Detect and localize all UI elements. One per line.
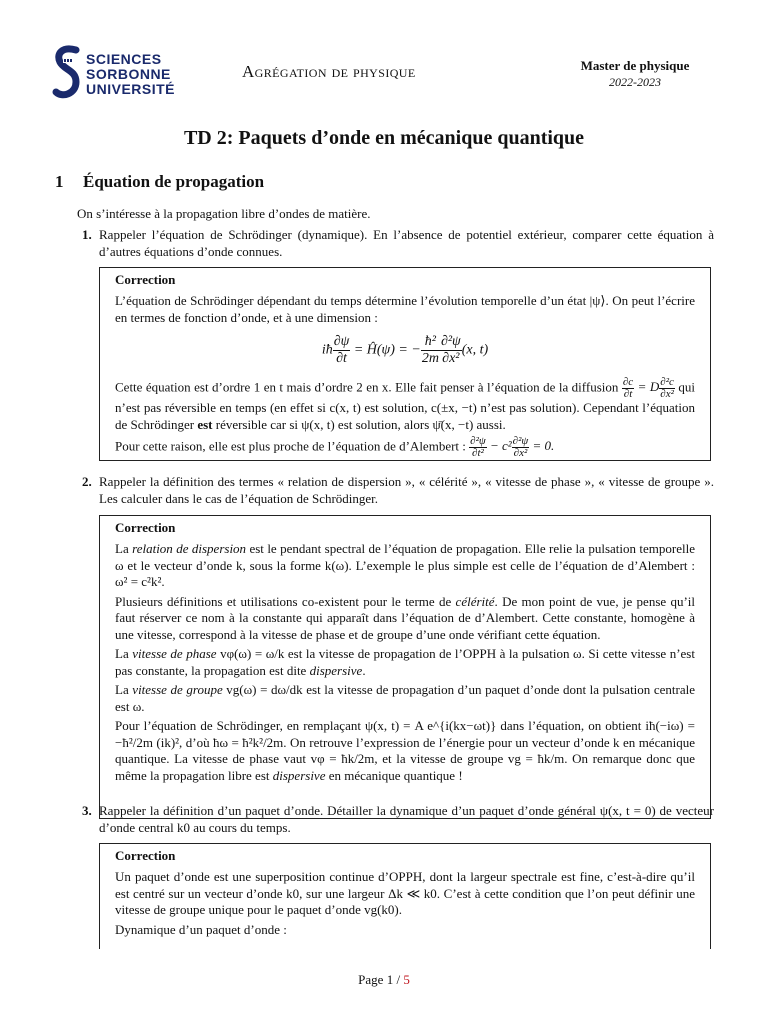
- question-3-number: 3.: [82, 803, 92, 818]
- dalembert-equation: $\frac{\text{∂²ψ}}{\text{∂t²}}$ − c² $\frac{\text{∂²ψ}}{\text{∂x²}}$ = 0.: [470, 435, 555, 459]
- header-program-block: [560, 58, 710, 90]
- question-1-number: 1.: [82, 227, 92, 242]
- correction-label: Correction: [115, 848, 176, 863]
- correction-box-3: [99, 843, 711, 949]
- correction-label: Correction: [115, 520, 176, 535]
- correction-1-p3: Pour cette raison, elle est plus proche de l’équation de d’Alembert :: [115, 438, 466, 454]
- page-separator: /: [396, 972, 401, 987]
- correction-box-1: [99, 267, 711, 461]
- correction-2-p3b: vφ(ω) = ω/k est la vitesse de propagation de l’OPPH à la pulsation ω. Si cette vitesse n’est pas constante, la propagation est dite: [115, 646, 695, 678]
- correction-2-p4-em: vitesse de groupe: [132, 682, 223, 697]
- correction-label: Correction: [115, 272, 176, 287]
- diffusion-equation: $\frac{\partial c}{\partial t}$ = D $\frac{\text{∂²c}}{\text{∂x²}}$: [622, 376, 674, 400]
- correction-3-paragraph-1: Un paquet d’onde est une superposition continue d’OPPH, dont la largeur spectrale est fine, c’est-à-dire qu’il est centré sur un vecteur d’onde k0, sur une largeur Δk ≪ k0. C’est à cette condition que l’on peut définir une vitesse de groupe unique pour le paquet d’onde vg(k0).: [115, 869, 695, 917]
- correction-1-p2a: Cette équation est d’ordre 1 en t mais d’ordre 2 en x. Elle fait penser à l’équation de la diffusion: [115, 379, 619, 395]
- correction-2-p1-em: relation de dispersion: [132, 541, 247, 556]
- correction-1-paragraph-1: L’équation de Schrödinger dépendant du temps détermine l’évolution temporelle d’un état |ψ⟩. On peut l’écrire en termes de fonction d’onde, et à une dimension :: [115, 293, 695, 325]
- page-footer: [0, 972, 768, 988]
- correction-2-p5-em: dispersive: [272, 767, 326, 783]
- correction-2-p1b: est le pendant spectral de l’équation de propagation. Elle relie la pulsation temporelle ω et le vecteur d’onde k, sous la forme k(ω). L’exemple le plus simple est celle de l’équation de d’Alembert : ω² = c²k².: [115, 541, 695, 589]
- logo-line-2: SORBONNE: [86, 66, 171, 82]
- correction-2-p3a: La: [115, 646, 129, 661]
- question-3-text: Rappeler la définition d’un paquet d’onde. Détailler la dynamique d’un paquet d’onde général ψ(x, t = 0) de vecteur d’onde central k0 au cours du temps.: [99, 803, 714, 835]
- question-1-text: Rappeler l’équation de Schrödinger (dynamique). En l’absence de potentiel extérieur, comparer cette équation à d’autres équations d’onde connues.: [99, 227, 714, 259]
- program-name: Master de physique: [580, 58, 690, 73]
- schrodinger-equation: iħ $\frac{\partial\psi}{\partial t}$ = Ĥ(ψ) = − $\frac{\text{ħ²}}{2m}$ $\frac{\text{∂²ψ}}{\text{∂x²}}$ (x, t): [321, 334, 489, 366]
- document-title: TD 2: Paquets d’onde en mécanique quantique: [183, 127, 585, 149]
- section-title: Équation de propagation: [83, 172, 265, 191]
- correction-2-p5b: en mécanique quantique !: [328, 767, 463, 783]
- page-current: 1: [386, 972, 394, 987]
- page-label: Page: [358, 972, 384, 987]
- correction-2-p1a: La: [115, 541, 129, 556]
- academic-year: 2022-2023: [609, 75, 661, 89]
- correction-1-p2-bold: est: [197, 416, 213, 432]
- question-2-number: 2.: [82, 474, 92, 489]
- correction-2-p4b: vg(ω) = dω/dk est la vitesse de propagation d’un paquet d’onde dont la pulsation centrale est ω.: [115, 682, 695, 714]
- page-total: 5: [403, 972, 410, 987]
- sorbonne-logo: [52, 44, 192, 104]
- correction-2-p3-em: vitesse de phase: [132, 646, 217, 661]
- correction-2-p2a: Plusieurs définitions et utilisations co-existent pour le terme de: [115, 593, 452, 609]
- correction-box-2: Correction La relation de dispersion est le pendant spectral de l’équation de propagation. Elle relie la pulsation temporelle ω et le vecteur d’onde k, sous la forme k(ω). L’exemple le plus simple est celle de l’équation de d’Alembert : ω² = c²k². Plusieurs définitions et utilisations co-existent pour le terme de célérité. De mon point de vue, je pense qu’il faut réserver ce nom à la constante qui apparaît dans l’équation de d’Alembert. Cette constante, homogène à une vitesse, correspond à la vitesse de phase et de groupe d’une onde vérifiant cette équation. La vitesse de phase vφ(ω) = ω/k est la vitesse de propagation de l’OPPH à la pulsation ω. Si cette vitesse n’est pas constante, la propagation est dite dispersive. La vitesse de groupe vg(ω) = dω/dk est la vitesse de propagation d’un paquet d’onde dont la pulsation centrale est ω. Pour l’équation de Schrödinger, en remplaçant ψ(x, t) = A e^{i(kx−ωt)} dans l’équation, on obtient iħ(−iω) = −ħ²/2m (ik)², d’où ħω = ħ²k²/2m. On retrouve l’expression de l’énergie pour un vecteur d’onde k en mécanique quantique. La vitesse de phase vaut vφ = ħk/2m, et la vitesse de groupe vg = ħk/m. On remarque donc que même la propagation libre est dispersive en mécanique quantique !: [99, 515, 711, 819]
- question-2-text: Rappeler la définition des termes « relation de dispersion », « célérité », « vitesse de phase », « vitesse de groupe ». Les calculer dans le cas de l’équation de Schrödinger.: [99, 474, 714, 506]
- correction-3-paragraph-2: Dynamique d’un paquet d’onde :: [115, 921, 287, 937]
- correction-1-p2c: réversible car si ψ(x, t) est solution, alors ψ̄(x, −t) aussi.: [215, 416, 506, 432]
- logo-line-3: UNIVERSITÉ: [86, 81, 176, 97]
- section-number: 1: [55, 172, 64, 191]
- logo-line-1: SCIENCES: [86, 51, 162, 67]
- correction-2-p2b: . De mon point de vue, je pense qu’il faut réserver ce nom à la constante qui apparaît dans l’équation de d’Alembert. Cette constante, homogène à une vitesse, correspond à la vitesse de phase et de groupe d’une onde vérifiant cette équation.: [115, 593, 696, 642]
- correction-2-p4a: La: [115, 682, 129, 697]
- correction-2-p5a: Pour l’équation de Schrödinger, en remplaçant ψ(x, t) = A e^{i(kx−ωt)} dans l’équation, on obtient iħ(−iω) = −ħ²/2m (ik)², d’où ħω = ħ²k²/2m. On retrouve l’expression de l’énergie pour un vecteur d’onde k en mécanique quantique. La vitesse de phase vaut vφ = ħk/2m, et la vitesse de groupe vg = ħk/m. On remarque donc que même la propagation libre est: [115, 718, 695, 783]
- correction-2-p3-em2: dispersive: [309, 662, 363, 678]
- intro-paragraph: On s’intéresse à la propagation libre d’ondes de matière.: [77, 206, 371, 221]
- section-heading: [55, 172, 264, 192]
- correction-2-p2-em: célérité: [455, 593, 495, 609]
- correction-1-p2b: qui n’est pas réversible en temps (en effet si c(x, t) est solution, c(±x, −t) n’est pas solution). Cependant l’équation de Schrödinger: [115, 379, 696, 432]
- university-emblem-icon: [52, 44, 82, 102]
- course-title: Agrégation de physique: [242, 62, 416, 81]
